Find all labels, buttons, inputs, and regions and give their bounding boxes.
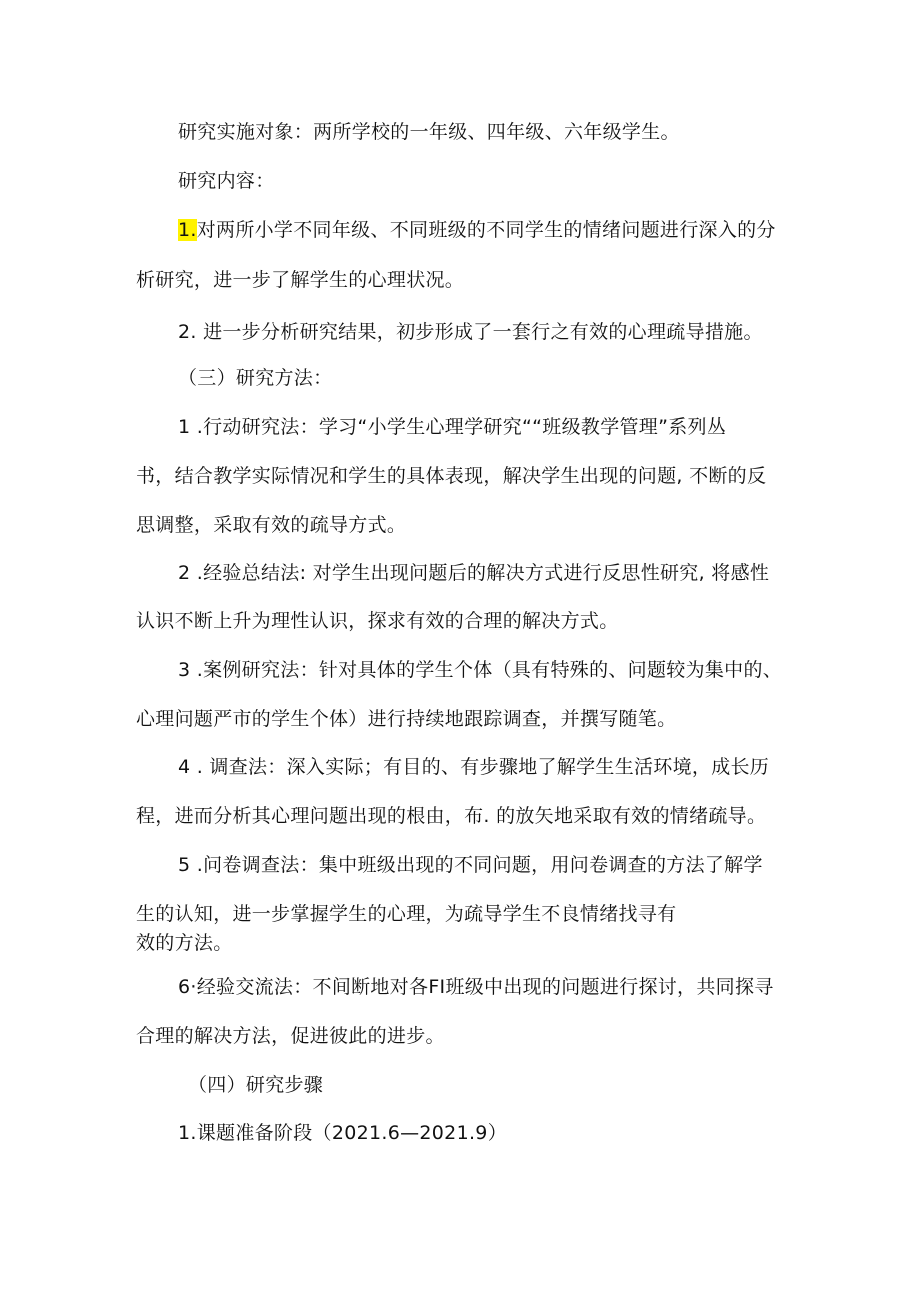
- content-item-2: 2. 进一步分析研究结果，初步形成了一套行之有效的心理疏导措施。: [178, 321, 763, 343]
- content-item-1-text: 对两所小学不同年级、不同班级的不同学生的情绪问题进行深入的分: [196, 219, 776, 241]
- content-item-1-line-1: [178, 216, 776, 244]
- method-1-line-1: 1 .行动研究法：学习“小学生心理学研究““班级教学管理”系列丛: [178, 416, 727, 438]
- method-2-line-2: 认识不断上升为理性认识，探求有效的合理的解决方式。: [136, 610, 619, 632]
- paragraph-research-subjects: 研究实施对象：两所学校的一年级、四年级、六年级学生。: [178, 121, 680, 143]
- method-5-line-2: 生的认知，进一步掌握学生的心理，为疏导学生不良情绪找寻有: [136, 903, 677, 925]
- method-1-line-3: 思调整，采取有效的疏导方式。: [136, 514, 407, 536]
- method-6-line-2: 合理的解决方法，促进彼此的进步。: [136, 1025, 445, 1047]
- method-1-line-2: 书，结合教学实际情况和学生的具体表现，解决学生出现的问题, 不断的反: [136, 465, 767, 487]
- method-4-line-2: 程，进而分析其心理问题出现的根由，布. 的放矢地采取有效的情绪疏导。: [136, 805, 767, 827]
- method-6-line-1: 6·经验交流法：不间断地对各FI班级中出现的问题进行探讨，共同探寻: [178, 976, 774, 998]
- method-4-line-1: 4 . 调查法：深入实际；有目的、有步骤地了解学生生活环境，成长历: [178, 756, 770, 778]
- method-5-line-1: 5 .问卷调查法：集中班级出现的不同问题，用问卷调查的方法了解学: [178, 854, 763, 876]
- heading-research-steps: （四）研究步骤: [188, 1074, 324, 1096]
- heading-research-content: 研究内容：: [178, 170, 275, 192]
- content-item-1-line-2: 析研究，进一步了解学生的心理状况。: [136, 269, 465, 291]
- heading-research-methods: （三）研究方法：: [178, 367, 333, 389]
- method-3-line-1: 3 .案例研究法：针对具体的学生个体（具有特殊的、问题较为集中的、: [178, 659, 783, 681]
- method-2-line-1: 2 .经验总结法: 对学生出现问题后的解决方式进行反思性研究, 将感性: [178, 562, 770, 584]
- method-3-line-2: 心理问题严市的学生个体）进行持续地跟踪调查，并撰写随笔。: [136, 708, 677, 730]
- step-1-preparation-stage: 1.课题准备阶段（2021.6—2021.9）: [178, 1122, 507, 1144]
- method-5-line-3: 效的方法。: [136, 932, 233, 954]
- highlighted-marker: 1.: [178, 219, 197, 241]
